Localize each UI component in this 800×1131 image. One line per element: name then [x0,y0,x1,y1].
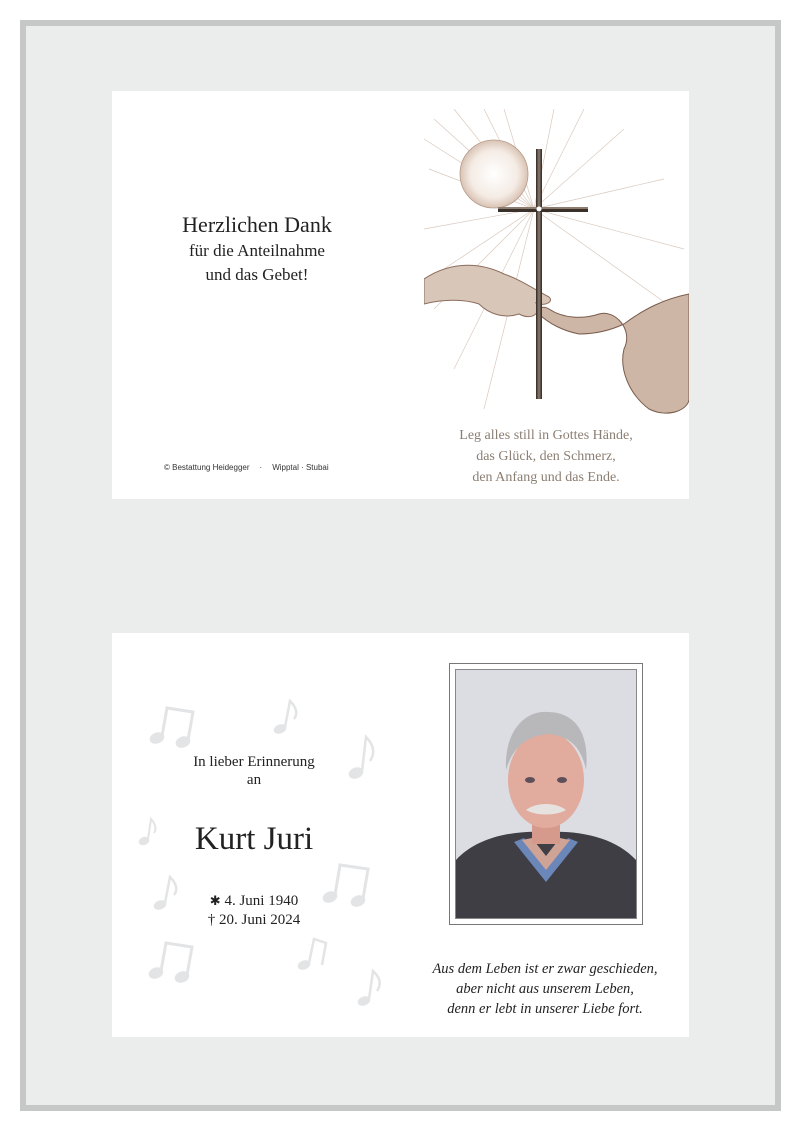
deceased-name: Kurt Juri [194,821,314,857]
top-verse-line: den Anfang und das Ende. [472,470,620,485]
death-cross-icon: † [207,912,216,928]
music-note-icon [148,943,192,984]
thanks-line-3: und das Gebet! [205,265,309,284]
music-note-icon [348,737,373,780]
music-note-icon [297,939,326,971]
thanks-card [112,91,689,499]
top-verse-line: das Glück, den Schmerz, [476,449,616,464]
top-verse [430,425,662,488]
bottom-verse-line: Aus dem Leben ist er zwar geschieden, [432,961,658,977]
portrait-frame [449,663,643,925]
memory-line-1: In lieber Erinnerung [193,754,315,770]
birth-date: 4. Juni 1940 [224,893,299,909]
memorial-card [112,633,689,1037]
copyright-note [164,463,329,472]
copyright-separator: · [259,463,263,472]
left-hand-sketch [424,265,551,316]
birth-date-line [172,891,336,911]
death-date: 20. Juni 2024 [218,912,301,928]
top-verse-line: Leg alles still in Gottes Hände, [459,428,633,443]
music-note-icon [273,701,296,735]
memory-heading [172,753,336,789]
cross-hands-illustration [424,109,689,424]
bottom-verse-line: aber nicht aus unserem Leben, [456,981,634,997]
bottom-verse [412,959,678,1019]
thanks-message [152,211,362,287]
bottom-verse-line: denn er lebt in unserer Liebe fort. [447,1001,643,1017]
birth-star-icon: ✱ [209,893,221,908]
right-hand-sketch [538,294,689,413]
sun-orb [460,140,528,208]
life-dates [172,891,336,930]
portrait-photo [455,669,637,919]
thanks-heading: Herzlichen Dank [182,212,332,237]
music-note-icon [357,971,380,1007]
copyright-company: © Bestattung Heidegger [164,463,250,472]
portrait-illustration [456,670,636,918]
music-note-icon [149,708,193,749]
memory-line-2: an [246,772,262,788]
thanks-line-2: für die Anteilnahme [189,241,325,260]
copyright-location: Wipptal · Stubai [272,463,329,472]
death-date-line [172,911,336,930]
